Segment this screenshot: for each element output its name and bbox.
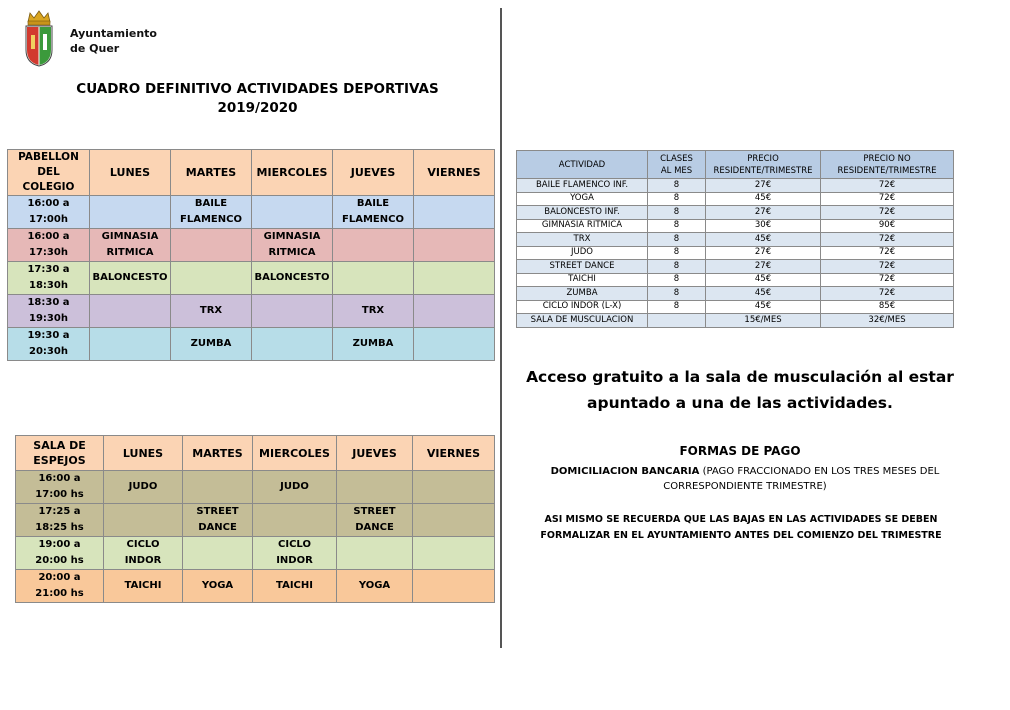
activity-name: TRX [517, 233, 648, 247]
activity-cell [333, 295, 414, 328]
activity-cell [414, 328, 495, 361]
table-row [517, 233, 954, 247]
time-line: 18:30 a [27, 297, 70, 308]
classes-count: 8 [648, 246, 706, 260]
activity-cell [253, 504, 337, 537]
reminder-line: ASI MISMO SE RECUERDA QUE LAS BAJAS EN LAS ACTIVIDADES SE DEBEN [544, 514, 938, 525]
activity-line: GIMNASIA [263, 231, 321, 242]
activity-cell [413, 471, 495, 504]
notice-line: apuntado a una de las actividades. [587, 394, 893, 412]
table-row [517, 219, 954, 233]
activity-cell [90, 295, 171, 328]
activity-cell [171, 328, 252, 361]
resident-price: 45€ [706, 300, 821, 314]
activity-cell [104, 471, 183, 504]
free-access-notice [505, 364, 975, 416]
table-row [517, 179, 954, 193]
crown-icon [28, 11, 50, 25]
payment-methods-title: FORMAS DE PAGO [679, 444, 801, 458]
activity-cell [104, 504, 183, 537]
activity-cell [90, 196, 171, 229]
day-header: MIERCOLES [253, 436, 337, 471]
non-resident-price: 72€ [821, 273, 954, 287]
day-header: VIERNES [413, 436, 495, 471]
classes-count: 8 [648, 233, 706, 247]
activity-cell [413, 537, 495, 570]
time-line: 16:00 a [38, 473, 81, 484]
activity-line: TAICHI [124, 580, 162, 591]
org-line-1: Ayuntamiento [70, 27, 157, 40]
activity-cell [337, 537, 413, 570]
resident-price: 27€ [706, 206, 821, 220]
table-row [8, 196, 495, 229]
activity-name: JUDO [517, 246, 648, 260]
classes-count: 8 [648, 273, 706, 287]
municipality-name [70, 26, 157, 56]
table-row [8, 262, 495, 295]
title-line-2: 2019/2020 [217, 100, 298, 116]
cancellation-reminder [516, 512, 966, 544]
classes-count: 8 [648, 179, 706, 193]
activity-line: BALONCESTO [92, 272, 168, 283]
activity-line: TAICHI [276, 580, 313, 591]
non-resident-price: 72€ [821, 233, 954, 247]
time-line: 18:25 hs [35, 522, 84, 533]
activity-cell [183, 504, 253, 537]
venue-cell [16, 436, 104, 471]
activity-line: INDOR [124, 555, 162, 566]
activity-cell [414, 262, 495, 295]
activity-line: ZUMBA [190, 338, 232, 349]
time-line: 18:30h [29, 280, 68, 291]
day-header: LUNES [90, 150, 171, 196]
time-line: 20:00 hs [35, 555, 84, 566]
shield-icon [26, 26, 52, 66]
activity-cell [333, 229, 414, 262]
activity-line: YOGA [201, 580, 234, 591]
price-header [517, 151, 648, 179]
notice-line: Acceso gratuito a la sala de musculación al estar [526, 368, 954, 386]
time-line: 17:00 hs [35, 489, 84, 500]
table-header-row [16, 436, 495, 471]
activity-cell [252, 229, 333, 262]
time-line: 19:30h [29, 313, 68, 324]
activity-line: STREET [353, 506, 396, 517]
classes-count [648, 314, 706, 328]
price-header-row [517, 151, 954, 179]
classes-count: 8 [648, 206, 706, 220]
payment-method-name: DOMICILIACION BANCARIA [550, 466, 700, 477]
time-line: 20:00 a [38, 572, 81, 583]
table-row [517, 246, 954, 260]
table-row [517, 260, 954, 274]
resident-price: 27€ [706, 260, 821, 274]
time-cell [8, 196, 90, 229]
day-header: LUNES [104, 436, 183, 471]
time-cell [16, 537, 104, 570]
activity-cell [337, 570, 413, 603]
time-cell [16, 471, 104, 504]
activity-name: TAICHI [517, 273, 648, 287]
non-resident-price: 72€ [821, 260, 954, 274]
non-resident-price: 72€ [821, 287, 954, 301]
activity-name: CICLO INDOR (L-X) [517, 300, 648, 314]
resident-price: 45€ [706, 287, 821, 301]
activity-line: YOGA [358, 580, 391, 591]
activity-cell [333, 328, 414, 361]
activity-line: INDOR [276, 555, 313, 566]
table-row [8, 328, 495, 361]
payment-detail: (PAGO FRACCIONADO EN LOS TRES MESES DEL [702, 466, 940, 477]
non-resident-price: 85€ [821, 300, 954, 314]
table-row [517, 273, 954, 287]
classes-count: 8 [648, 219, 706, 233]
activity-line: CICLO [278, 539, 311, 550]
activity-cell [253, 471, 337, 504]
venue-line: PABELLON [18, 151, 79, 163]
time-cell [8, 328, 90, 361]
activity-cell [414, 295, 495, 328]
activity-cell [183, 537, 253, 570]
time-line: 16:00 a [27, 231, 70, 242]
activity-line: FLAMENCO [180, 214, 242, 225]
table-row [16, 570, 495, 603]
non-resident-price: 32€/MES [821, 314, 954, 328]
activity-cell [414, 229, 495, 262]
page-title [0, 80, 515, 118]
price-header [706, 151, 821, 179]
resident-price: 30€ [706, 219, 821, 233]
time-cell [8, 262, 90, 295]
header-line: RESIDENTE/TRIMESTRE [837, 165, 937, 176]
activity-line: RITMICA [268, 247, 316, 258]
coat-of-arms-logo [22, 8, 56, 68]
classes-count: 8 [648, 192, 706, 206]
activity-cell [333, 262, 414, 295]
activity-line: GIMNASIA [101, 231, 159, 242]
day-header: JUEVES [337, 436, 413, 471]
header-line: RESIDENTE/TRIMESTRE [713, 165, 813, 176]
table-row [8, 295, 495, 328]
time-line: 21:00 hs [35, 588, 84, 599]
non-resident-price: 72€ [821, 206, 954, 220]
activity-name: GIMNASIA RITMICA [517, 219, 648, 233]
activity-cell [337, 504, 413, 537]
time-cell [16, 504, 104, 537]
classes-count: 8 [648, 287, 706, 301]
activity-cell [90, 328, 171, 361]
activity-cell [414, 196, 495, 229]
activity-line: DANCE [198, 522, 237, 533]
table-row [517, 206, 954, 220]
non-resident-price: 90€ [821, 219, 954, 233]
activity-line: TRX [361, 305, 385, 316]
activity-cell [253, 570, 337, 603]
activity-line: JUDO [280, 481, 309, 492]
activity-cell [253, 537, 337, 570]
day-header: MARTES [183, 436, 253, 471]
activity-name: ZUMBA [517, 287, 648, 301]
table-row [517, 192, 954, 206]
table-row [517, 287, 954, 301]
classes-count: 8 [648, 300, 706, 314]
activity-line: CICLO [126, 539, 160, 550]
classes-count: 8 [648, 260, 706, 274]
activity-cell [90, 229, 171, 262]
activity-cell [252, 196, 333, 229]
price-table [516, 150, 954, 328]
activity-line: RITMICA [106, 247, 154, 258]
time-line: 17:00h [29, 214, 68, 225]
table-row [16, 537, 495, 570]
column-divider [500, 8, 502, 648]
reminder-line: FORMALIZAR EN EL AYUNTAMIENTO ANTES DEL COMIENZO DEL TRIMESTRE [540, 530, 942, 541]
activity-cell [333, 196, 414, 229]
day-header: MIERCOLES [252, 150, 333, 196]
resident-price: 15€/MES [706, 314, 821, 328]
header-line: AL MES [660, 165, 693, 176]
activity-line: FLAMENCO [342, 214, 404, 225]
activity-name: BALONCESTO INF. [517, 206, 648, 220]
venue-cell [8, 150, 90, 196]
pabellon-schedule-table [7, 149, 495, 361]
price-header [821, 151, 954, 179]
activity-cell [252, 262, 333, 295]
time-cell [16, 570, 104, 603]
non-resident-price: 72€ [821, 179, 954, 193]
time-line: 17:30 a [27, 264, 70, 275]
activity-line: STREET [196, 506, 239, 517]
resident-price: 27€ [706, 179, 821, 193]
activity-line: TRX [199, 305, 223, 316]
activity-line: BAILE [356, 198, 390, 209]
non-resident-price: 72€ [821, 246, 954, 260]
activity-line: BALONCESTO [254, 272, 330, 283]
table-row [16, 504, 495, 537]
activity-line: DANCE [355, 522, 394, 533]
activity-cell [337, 471, 413, 504]
table-row [517, 300, 954, 314]
venue-line: ESPEJOS [33, 454, 86, 467]
header-line: ACTIVIDAD [558, 159, 606, 170]
day-header: JUEVES [333, 150, 414, 196]
non-resident-price: 72€ [821, 192, 954, 206]
table-row [8, 229, 495, 262]
resident-price: 45€ [706, 233, 821, 247]
header-line: CLASES [660, 153, 693, 164]
sala-espejos-schedule-table [15, 435, 495, 603]
time-line: 16:00 a [27, 198, 70, 209]
header-line: PRECIO [747, 153, 779, 164]
activity-cell [413, 570, 495, 603]
venue-line: COLEGIO [22, 181, 75, 193]
activity-name: BAILE FLAMENCO INF. [517, 179, 648, 193]
activity-cell [171, 229, 252, 262]
activity-cell [104, 570, 183, 603]
activity-line: ZUMBA [352, 338, 394, 349]
activity-name: SALA DE MUSCULACION [517, 314, 648, 328]
table-header-row [8, 150, 495, 196]
activity-line: JUDO [128, 481, 158, 492]
time-line: 17:25 a [38, 506, 81, 517]
table-row [517, 314, 954, 328]
time-cell [8, 295, 90, 328]
resident-price: 45€ [706, 273, 821, 287]
activity-cell [413, 504, 495, 537]
time-line: 17:30h [29, 247, 68, 258]
org-line-2: de Quer [70, 42, 120, 55]
day-header: VIERNES [414, 150, 495, 196]
activity-cell [104, 537, 183, 570]
payment-detail: CORRESPONDIENTE TRIMESTRE) [663, 481, 827, 492]
time-line: 19:00 a [38, 539, 81, 550]
activity-name: YOGA [517, 192, 648, 206]
day-header: MARTES [171, 150, 252, 196]
activity-cell [171, 295, 252, 328]
time-line: 19:30 a [27, 330, 70, 341]
activity-cell [171, 196, 252, 229]
price-header [648, 151, 706, 179]
payment-methods-text [530, 464, 960, 494]
time-line: 20:30h [29, 346, 68, 357]
title-line-1: CUADRO DEFINITIVO ACTIVIDADES DEPORTIVAS [76, 81, 439, 97]
activity-cell [171, 262, 252, 295]
table-row [16, 471, 495, 504]
activity-cell [183, 570, 253, 603]
activity-cell [252, 295, 333, 328]
resident-price: 45€ [706, 192, 821, 206]
activity-name: STREET DANCE [517, 260, 648, 274]
activity-cell [90, 262, 171, 295]
activity-cell [183, 471, 253, 504]
resident-price: 27€ [706, 246, 821, 260]
activity-cell [252, 328, 333, 361]
venue-line: DEL [37, 166, 60, 178]
venue-line: SALA DE [33, 439, 86, 452]
activity-line: BAILE [194, 198, 228, 209]
header-line: PRECIO NO [863, 153, 911, 164]
time-cell [8, 229, 90, 262]
